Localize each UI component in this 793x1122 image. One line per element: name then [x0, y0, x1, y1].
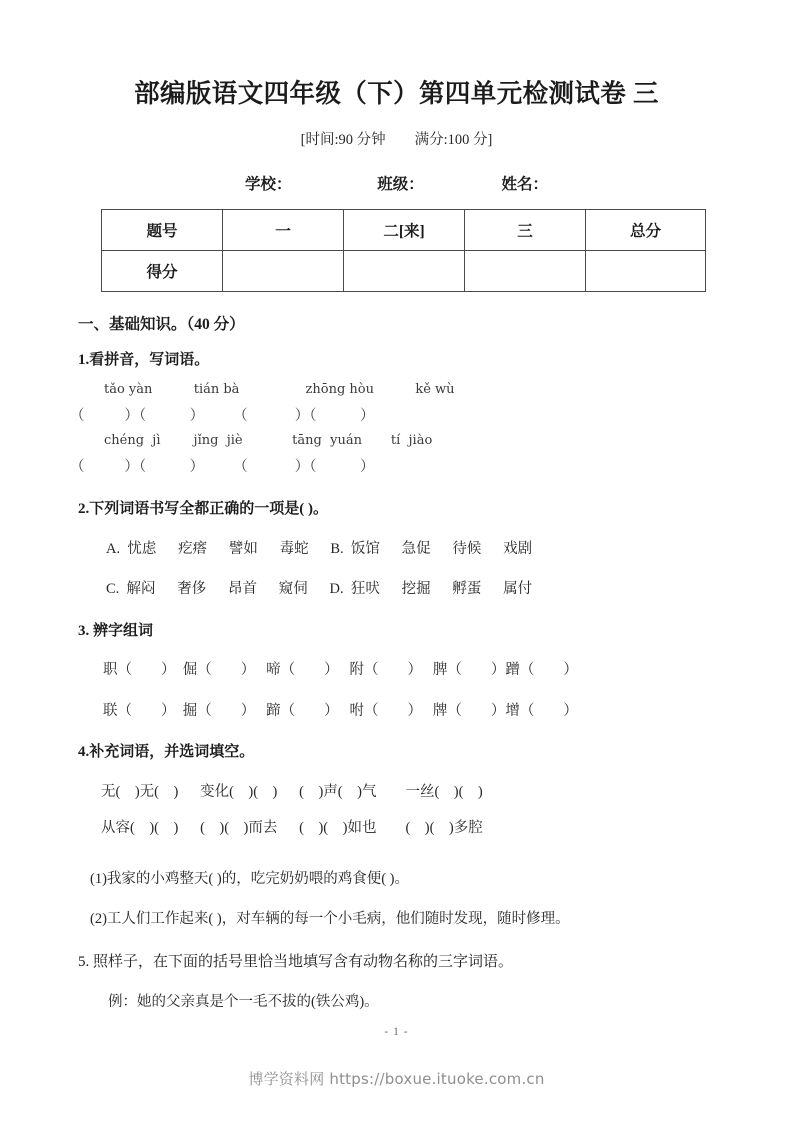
q3-answer-row-2[interactable]: 联（ ） 掘（ ） 蹄（ ） 咐（ ） 牌（ ）增（ ）	[103, 703, 578, 719]
student-info-line	[0, 172, 793, 194]
q4-sub-question-2[interactable]: (2)工人们工作起来( )，对车辆的每一个小毛病，他们随时发现，随时修理。	[90, 911, 570, 927]
watermark: 博学资料网 https://boxue.ituoke.com.cn	[248, 1070, 545, 1088]
name-label: 姓名：	[501, 176, 549, 193]
q4-sub-question-1[interactable]: (1)我家的小鸡整天( )的，吃完奶奶喂的鸡食便( )。	[90, 871, 409, 887]
score-table-header-1: 一	[223, 210, 344, 251]
exam-meta-subtitle: [时间:90 分钟 满分:100 分]	[300, 132, 493, 148]
score-cell-2[interactable]	[344, 251, 465, 292]
score-cell-4[interactable]	[586, 251, 706, 292]
question-2-heading[interactable]: 2.下列词语书写全都正确的一项是( )。	[78, 501, 328, 517]
score-cell-3[interactable]	[465, 251, 586, 292]
page-number: - 1 -	[384, 1026, 409, 1038]
score-cell-1[interactable]	[223, 251, 344, 292]
score-row-label: 得分	[102, 251, 223, 292]
score-table-header-2: 二[来]	[344, 210, 465, 251]
q4-idiom-row-1[interactable]: 无( )无( ) 变化( )( ) ( )声( )气 一丝( )( )	[101, 784, 483, 800]
question-3-heading: 3. 辨字组词	[78, 623, 154, 639]
q2-option-row-2[interactable]: C. 解闷 奢侈 昂首 窥伺 D. 狂吠 挖掘 孵蛋 属付	[106, 581, 533, 597]
q1-answer-row-2[interactable]: （ ）（ ） （ ）（ ）	[70, 459, 375, 475]
q3-answer-row-1[interactable]: 职（ ） 倔（ ） 啼（ ） 附（ ） 脾（ ）蹭（ ）	[103, 662, 578, 678]
q2-option-row-1[interactable]: A. 忧虑 疙瘩 譬如 毒蛇 B. 饭馆 急促 待候 戏剧	[106, 541, 533, 557]
question-5-heading: 5. 照样子，在下面的括号里恰当地填写含有动物名称的三字词语。	[78, 954, 514, 970]
score-table	[101, 209, 706, 292]
q1-answer-row-1[interactable]: （ ）（ ） （ ）（ ）	[70, 408, 375, 424]
score-table-header-0: 题号	[102, 210, 223, 251]
section-heading-one: 一、基础知识。（40 分）	[78, 316, 245, 333]
score-table-header-3: 三	[465, 210, 586, 251]
school-label: 学校：	[244, 176, 292, 193]
question-4-heading: 4.补充词语，并选词填空。	[78, 744, 255, 760]
q1-pinyin-row-2: chéng jì jǐng jiè tāng yuán tí jiào	[104, 433, 433, 448]
q4-idiom-row-2[interactable]: 从容( )( ) ( )( )而去 ( )( )如也 ( )( )多腔	[101, 820, 483, 836]
question-1-heading: 1.看拼音，写词语。	[78, 352, 210, 368]
q1-pinyin-row-1: tǎo yàn tián bà zhōng hòu kě wù	[104, 382, 455, 397]
score-table-header-4: 总分	[586, 210, 706, 251]
class-label: 班级：	[377, 176, 424, 193]
q5-example: 例：她的父亲真是个一毛不拔的(铁公鸡)。	[108, 994, 379, 1010]
table-row-score	[102, 251, 706, 292]
table-row-header	[102, 210, 706, 251]
page-title: 部编版语文四年级（下）第四单元检测试卷 三	[134, 79, 659, 108]
